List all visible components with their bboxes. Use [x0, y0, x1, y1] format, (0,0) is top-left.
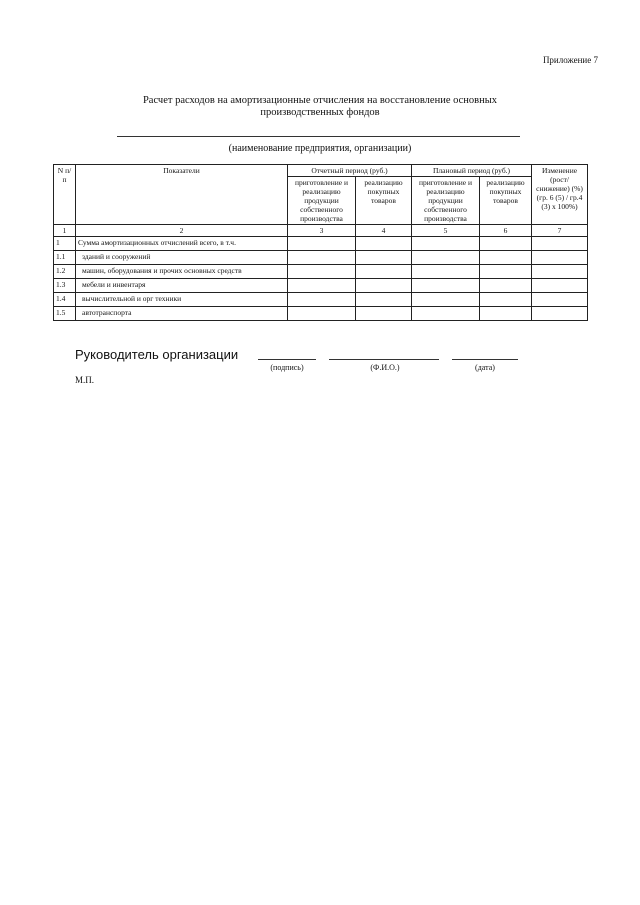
date-caption: (дата) [475, 363, 495, 372]
column-number: 6 [480, 225, 532, 237]
organization-name-line [117, 136, 520, 137]
header-planned-period: Плановый период (руб.) [412, 165, 532, 177]
row-label: автотранспорта [76, 307, 288, 321]
table-row [54, 293, 588, 307]
cell-empty [288, 251, 356, 265]
row-label: зданий и сооружений [76, 251, 288, 265]
column-number: 2 [76, 225, 288, 237]
row-num: 1.2 [54, 265, 76, 279]
header-reporting-period: Отчетный период (руб.) [288, 165, 412, 177]
cell-empty [412, 279, 480, 293]
table-row [54, 279, 588, 293]
column-number: 5 [412, 225, 480, 237]
cell-empty [532, 265, 588, 279]
signature-caption: (подпись) [270, 363, 304, 372]
row-num: 1.3 [54, 279, 76, 293]
name-line [329, 359, 439, 360]
cell-empty [356, 251, 412, 265]
row-label: Сумма амортизационных отчислений всего, в т.ч. [76, 237, 288, 251]
cell-empty [288, 265, 356, 279]
header-num: N п/п [54, 165, 76, 225]
column-number-row [54, 225, 588, 237]
cell-empty [480, 265, 532, 279]
table-row [54, 251, 588, 265]
depreciation-table [53, 164, 588, 321]
title-line-2: производственных фондов [260, 107, 380, 118]
document-title [0, 95, 640, 119]
row-label: мебели и инвентаря [76, 279, 288, 293]
row-num: 1 [54, 237, 76, 251]
cell-empty [412, 293, 480, 307]
cell-empty [532, 279, 588, 293]
appendix-label: Приложение 7 [542, 55, 598, 65]
cell-empty [356, 307, 412, 321]
header-indicators: Показатели [76, 165, 288, 225]
cell-empty [412, 251, 480, 265]
title-line-1: Расчет расходов на амортизационные отчисления на восстановление основных [142, 95, 498, 106]
cell-empty [412, 307, 480, 321]
table-row [54, 307, 588, 321]
cell-empty [412, 237, 480, 251]
table-row [54, 265, 588, 279]
header-reporting-own-production: приготовление и реализацию продукции собственного производства [288, 177, 356, 225]
cell-empty [480, 279, 532, 293]
cell-empty [356, 265, 412, 279]
cell-empty [356, 279, 412, 293]
cell-empty [480, 251, 532, 265]
cell-empty [356, 293, 412, 307]
header-planned-purchased-goods: реализацию покупных товаров [480, 177, 532, 225]
cell-empty [288, 279, 356, 293]
table-row [54, 237, 588, 251]
row-num: 1.1 [54, 251, 76, 265]
name-caption: (Ф.И.О.) [370, 363, 400, 372]
row-label: вычислительной и орг техники [76, 293, 288, 307]
cell-empty [480, 237, 532, 251]
organization-caption: (наименование предприятия, организации) [228, 143, 412, 154]
header-change: Изменение (рост/ снижение) (%) (гр. 6 (5) / гр.4 (3) х 100%) [532, 165, 588, 225]
cell-empty [480, 293, 532, 307]
cell-empty [288, 293, 356, 307]
row-num: 1.4 [54, 293, 76, 307]
cell-empty [412, 265, 480, 279]
stamp-place-label: М.П. [75, 375, 95, 385]
cell-empty [532, 251, 588, 265]
cell-empty [480, 307, 532, 321]
row-num: 1.5 [54, 307, 76, 321]
row-label: машин, оборудования и прочих основных средств [76, 265, 288, 279]
signature-line [258, 359, 316, 360]
column-number: 3 [288, 225, 356, 237]
header-row-1 [54, 165, 588, 177]
column-number: 7 [532, 225, 588, 237]
cell-empty [532, 293, 588, 307]
cell-empty [532, 307, 588, 321]
header-reporting-purchased-goods: реализацию покупных товаров [356, 177, 412, 225]
cell-empty [288, 307, 356, 321]
cell-empty [532, 237, 588, 251]
cell-empty [288, 237, 356, 251]
header-planned-own-production: приготовление и реализацию продукции собственного производства [412, 177, 480, 225]
column-number: 4 [356, 225, 412, 237]
head-of-organization-label: Руководитель организации [75, 347, 239, 362]
column-number: 1 [54, 225, 76, 237]
cell-empty [356, 237, 412, 251]
date-line [452, 359, 518, 360]
